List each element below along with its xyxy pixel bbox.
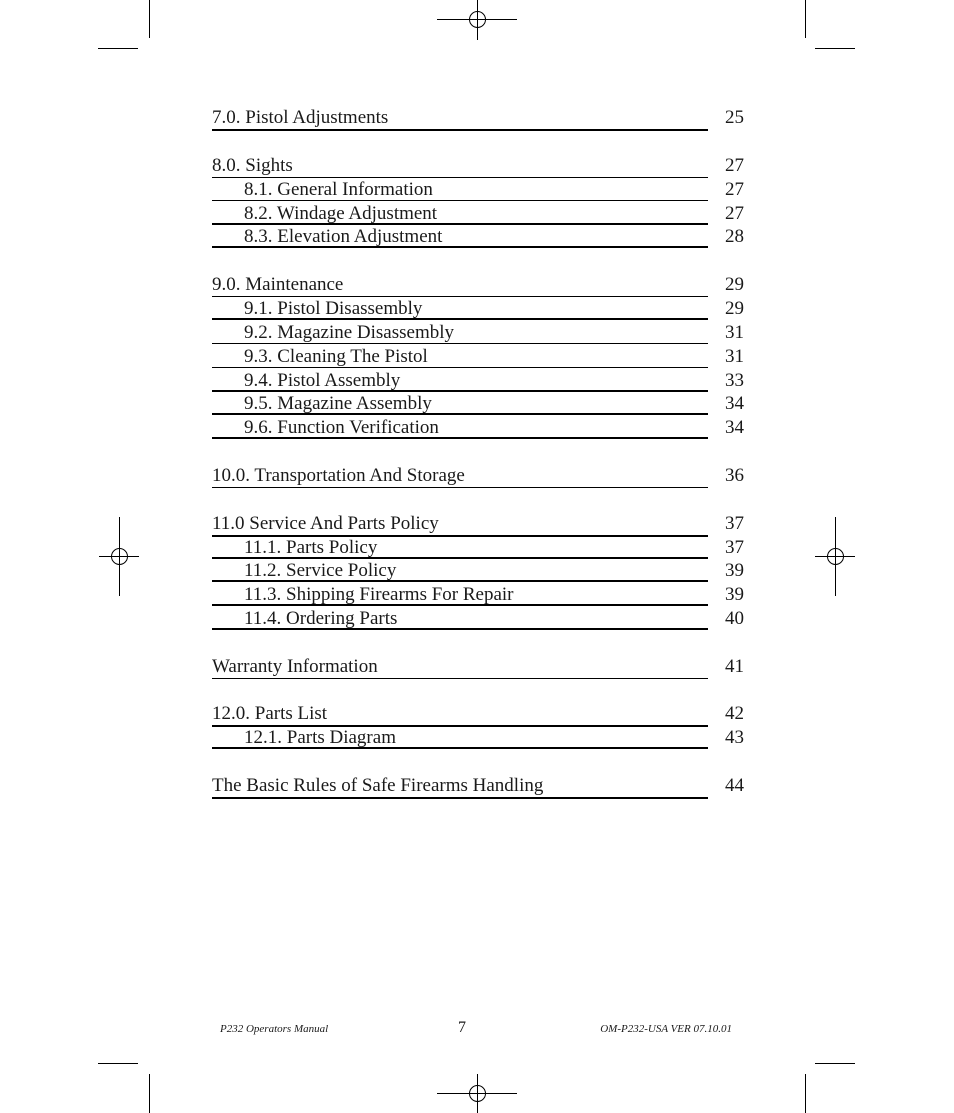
toc-entry-title: 9.0. Maintenance [212, 274, 708, 297]
toc-entry-title: 8.1. General Information [212, 179, 708, 201]
toc-entry-page: 37 [725, 513, 744, 534]
toc-entry-title: Warranty Information [212, 656, 708, 679]
toc-entry-page: 41 [725, 656, 744, 677]
footer-version: OM-P232-USA VER 07.10.01 [600, 1023, 732, 1035]
toc-entry-title: 12.1. Parts Diagram [212, 727, 708, 749]
toc-entry-page: 39 [725, 560, 744, 581]
toc-entry-title: 7.0. Pistol Adjustments [212, 107, 708, 131]
toc-entry-page: 33 [725, 370, 744, 391]
toc-entry-page: 27 [725, 155, 744, 176]
crop-mark [805, 0, 806, 38]
crop-mark [805, 1074, 806, 1113]
toc-entry-page: 37 [725, 537, 744, 558]
toc-entry-page: 34 [725, 393, 744, 414]
toc-entry [212, 298, 744, 322]
toc-entry [212, 656, 744, 680]
toc-entry [212, 274, 744, 298]
toc-entry [212, 703, 744, 727]
toc-entry [212, 203, 744, 227]
toc-entry-title: 10.0. Transportation And Storage [212, 465, 708, 488]
toc-entry-title: 11.4. Ordering Parts [212, 608, 708, 630]
toc-entry [212, 513, 744, 537]
crop-mark [98, 1063, 138, 1064]
toc-entry [212, 179, 744, 203]
toc-entry [212, 608, 744, 632]
toc-entry-title: 9.6. Function Verification [212, 417, 708, 439]
toc-entry-title: 9.3. Cleaning The Pistol [212, 346, 708, 368]
crop-mark [98, 48, 138, 49]
page-number: 7 [458, 1019, 466, 1036]
toc-entry-title: 11.1. Parts Policy [212, 537, 708, 559]
toc-entry [212, 322, 744, 346]
toc-entry-page: 44 [725, 775, 744, 796]
toc-entry-page: 36 [725, 465, 744, 486]
toc-entry [212, 155, 744, 179]
toc-entry-page: 42 [725, 703, 744, 724]
toc-entry-page: 27 [725, 203, 744, 224]
toc-entry-page: 31 [725, 322, 744, 343]
toc-entry [212, 226, 744, 250]
toc-entry [212, 727, 744, 751]
toc-entry-title: 8.0. Sights [212, 155, 708, 178]
toc-entry-page: 27 [725, 179, 744, 200]
toc-entry-title: 11.3. Shipping Firearms For Repair [212, 584, 708, 606]
toc-entry-page: 31 [725, 346, 744, 367]
toc-entry-title: 9.1. Pistol Disassembly [212, 298, 708, 320]
toc-entry [212, 584, 744, 608]
toc-entry [212, 107, 744, 131]
toc-entry [212, 560, 744, 584]
toc-entry-title: 11.0 Service And Parts Policy [212, 513, 708, 537]
toc-entry-page: 28 [725, 226, 744, 247]
crop-mark [815, 1063, 855, 1064]
toc-entry [212, 346, 744, 370]
toc-entry [212, 393, 744, 417]
toc-entry-title: 8.3. Elevation Adjustment [212, 226, 708, 248]
toc-entry-page: 34 [725, 417, 744, 438]
toc-entry-page: 40 [725, 608, 744, 629]
toc-entry-title: 9.4. Pistol Assembly [212, 370, 708, 392]
toc-entry-title: The Basic Rules of Safe Firearms Handling [212, 775, 708, 799]
toc-entry [212, 537, 744, 561]
crop-mark [149, 1074, 150, 1113]
toc-entry [212, 465, 744, 489]
toc-entry [212, 370, 744, 394]
toc-entry-page: 43 [725, 727, 744, 748]
toc-entry-page: 25 [725, 107, 744, 128]
crop-mark [815, 48, 855, 49]
toc-entry-title: 9.2. Magazine Disassembly [212, 322, 708, 344]
toc-entry-page: 29 [725, 298, 744, 319]
toc-entry-page: 39 [725, 584, 744, 605]
toc-entry-page: 29 [725, 274, 744, 295]
footer-manual-title: P232 Operators Manual [220, 1023, 329, 1035]
toc-entry-title: 8.2. Windage Adjustment [212, 203, 708, 225]
toc-entry-title: 12.0. Parts List [212, 703, 708, 727]
toc-entry [212, 775, 744, 799]
toc-entry [212, 417, 744, 441]
toc-entry-title: 11.2. Service Policy [212, 560, 708, 582]
toc-entry-title: 9.5. Magazine Assembly [212, 393, 708, 415]
crop-mark [149, 0, 150, 38]
